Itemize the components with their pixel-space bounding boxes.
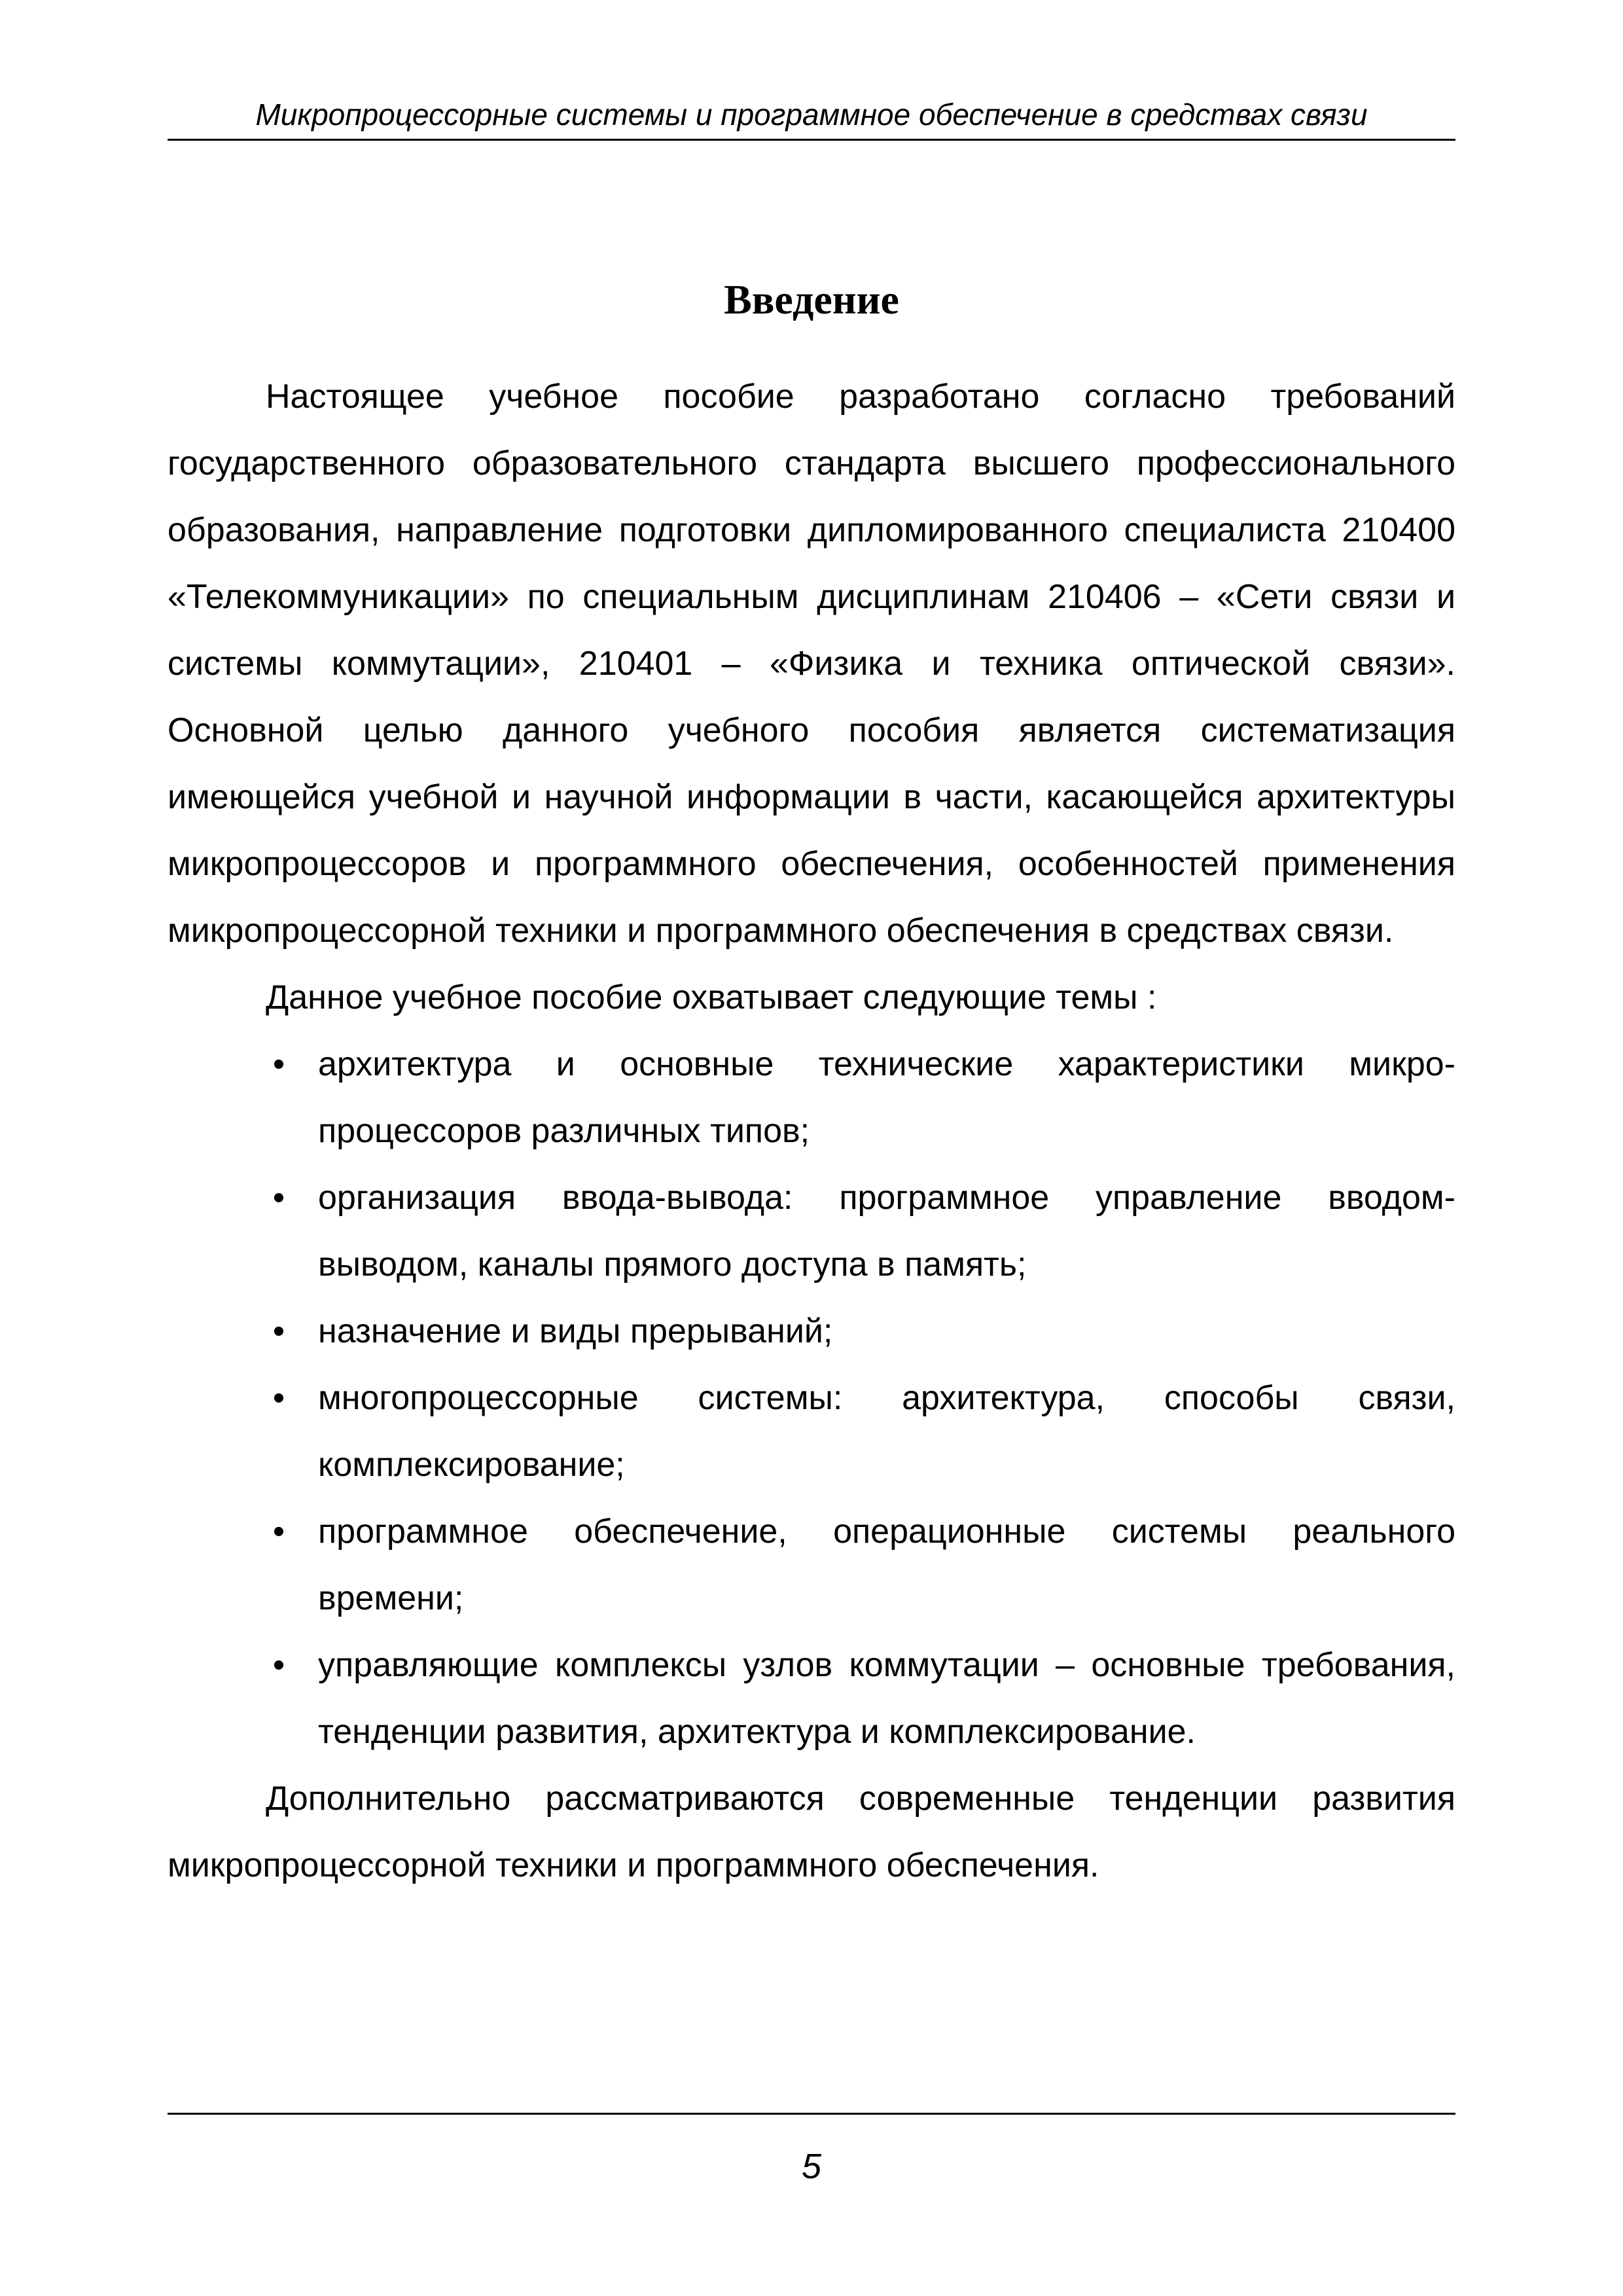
intro-paragraph: Настоящее учебное пособие разработано согласно требований государственного образовательного стандарта высшего профессионального образования, направление подготовки дипломированного специалиста 210400 «Телекоммуникации» по специальным дисциплинам 210406 – «Сети связи и системы коммутации», 210401 – «Физика и техника оптической связи». Основной целью данного учебного пособия является систематизация имеющейся учебной и научной информации в части, касающейся архитектуры микропроцессоров и программного обеспечения, особенностей применения микропроцессорной техники и программного обеспечения в средствах связи. xyxy=(168,378,1455,950)
body-text xyxy=(168,363,1455,1899)
running-header: Микропроцессорные системы и программное обеспечение в средствах связи xyxy=(255,98,1368,132)
header-divider xyxy=(168,139,1455,141)
page-title: Введение xyxy=(724,276,899,323)
bullet-icon: • xyxy=(272,1179,285,1217)
bullet-icon: • xyxy=(272,1379,285,1417)
bullet-icon: • xyxy=(272,1646,285,1684)
list-item-text: организация ввода-вывода: программное управление вводом-выводом, каналы прямого доступа в память; xyxy=(318,1179,1455,1283)
list-intro-paragraph: Данное учебное пособие охватывает следующие темы : xyxy=(266,978,1157,1016)
page-number: 5 xyxy=(801,2147,822,2186)
closing-paragraph: Дополнительно рассматриваются современные тенденции развития микропроцессорной техники и программного обеспечения. xyxy=(168,1780,1455,1884)
list-item xyxy=(168,1632,1455,1765)
list-item xyxy=(168,1031,1455,1164)
list-item-text: многопроцессорные системы: архитектура, способы связи, комплексирование; xyxy=(318,1379,1455,1484)
footer-divider xyxy=(168,2113,1455,2115)
list-item-text: программное обеспечение, операционные системы реального времени; xyxy=(318,1513,1455,1617)
bullet-icon: • xyxy=(272,1312,285,1350)
list-item-text: управляющие комплексы узлов коммутации – основные требования, тенденции развития, архитектура и комплексирование. xyxy=(318,1646,1455,1751)
bullet-icon: • xyxy=(272,1513,285,1551)
topics-list xyxy=(168,1031,1455,1765)
list-item xyxy=(168,1498,1455,1632)
list-item xyxy=(168,1298,1455,1365)
bullet-icon: • xyxy=(272,1045,285,1083)
list-item-text: назначение и виды прерываний; xyxy=(318,1312,833,1350)
list-item xyxy=(168,1164,1455,1298)
list-item xyxy=(168,1365,1455,1498)
list-item-text: архитектура и основные технические характеристики микропроцессоров различных типов; xyxy=(318,1045,1455,1150)
